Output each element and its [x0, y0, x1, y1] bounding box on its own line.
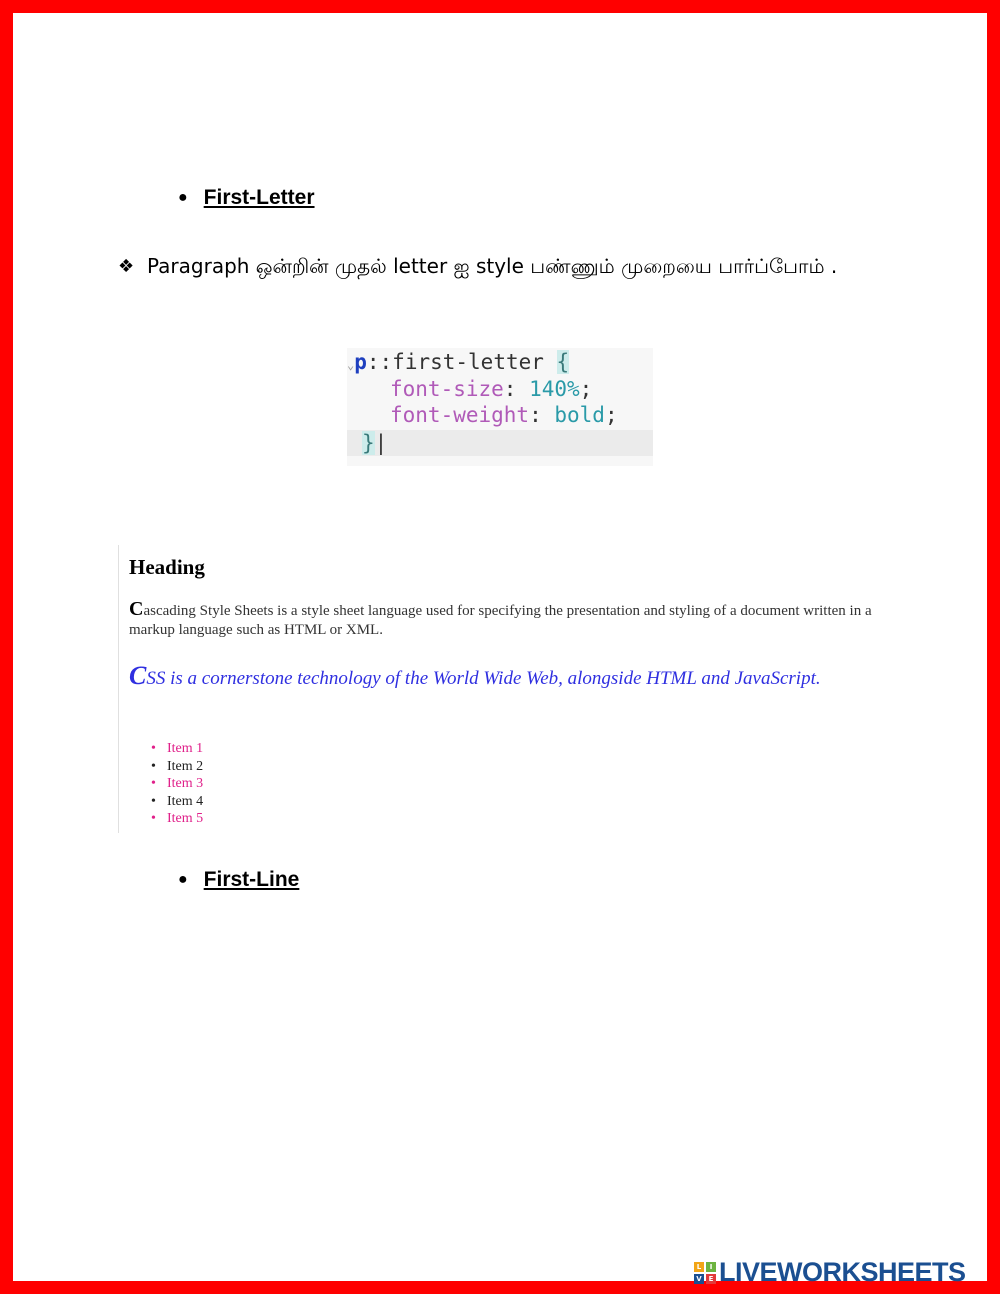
code-value: 140% [529, 377, 580, 401]
code-selector: p [354, 350, 367, 374]
list-item: • Item 5 [167, 810, 203, 828]
first-letter: C [129, 661, 147, 690]
diamond-bullet-icon: ❖ [118, 256, 135, 277]
list-item: • Item 4 [167, 793, 203, 811]
list-item: • Item 3 [167, 775, 203, 793]
code-prop: font-size [390, 377, 504, 401]
code-line-1 [347, 349, 569, 375]
paragraph-text: ascading Style Sheets is a style sheet language used for specifying the presentation and styling of a document written in a markup language such as HTML or XML. [129, 603, 872, 638]
section-title: First-Line [203, 868, 300, 891]
preview-list [167, 740, 203, 828]
section-heading-first-letter [178, 186, 315, 210]
paragraph-text: SS is a cornerstone technology of the World Wide Web, alongside HTML and JavaScript. [146, 668, 821, 689]
fold-icon: ⌄ [347, 358, 355, 372]
render-preview [118, 545, 899, 833]
code-prop: font-weight [390, 403, 530, 427]
section-heading-first-line [178, 868, 299, 892]
logo-mark-icon: L I V E [694, 1262, 716, 1284]
bullet-dot-icon: ● [178, 189, 188, 206]
code-pseudo: ::first-letter [366, 350, 557, 374]
list-item: • Item 1 [167, 740, 203, 758]
preview-heading: Heading [129, 555, 205, 579]
code-close-brace: } [362, 431, 375, 455]
liveworksheets-logo [694, 1257, 966, 1288]
preview-paragraph-1 [129, 600, 889, 640]
intro-paragraph [118, 250, 883, 283]
section-title: First-Letter [203, 186, 315, 209]
code-line-2: font-size: 140%; [390, 377, 593, 401]
code-line-3: font-weight: bold; [390, 403, 618, 427]
code-value: bold [554, 403, 605, 427]
first-letter: C [129, 598, 144, 620]
bullet-dot-icon: ● [178, 871, 188, 888]
code-open-brace: { [556, 350, 570, 374]
intro-text: Paragraph ஒன்றின் முதல் letter ஐ style பண்ணும் முறையை பார்ப்போம் . [147, 254, 838, 278]
list-item: • Item 2 [167, 758, 203, 776]
code-snippet [347, 348, 653, 466]
code-line-4: }| [347, 430, 653, 456]
preview-paragraph-2 [129, 663, 829, 692]
logo-text: LIVEWORKSHEETS [719, 1257, 966, 1287]
